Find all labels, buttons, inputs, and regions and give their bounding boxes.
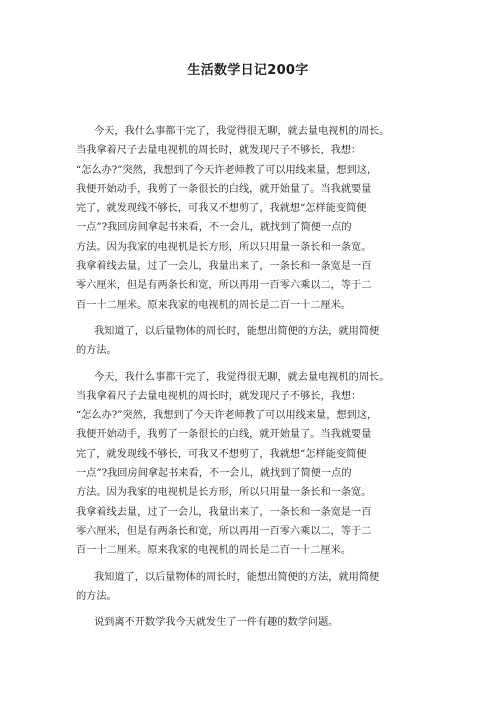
document-title: 生活数学日记200字 <box>187 63 309 78</box>
document-body <box>76 122 440 639</box>
paragraph-line: 说到离不开数学我今天就发生了一件有趣的数学问题。 <box>94 617 339 629</box>
paragraph-line: 一点”?我回房间拿起书来看，不一会儿，就找到了简便一点的 <box>76 468 352 480</box>
paragraph-line: 我拿着线去量，过了一会儿，我量出来了，一条长和一条宽是一百 <box>76 506 372 518</box>
paragraph-line: 零六厘米，但是有两条长和宽，所以再用一百零六乘以二，等于二 <box>76 525 372 537</box>
paragraph-line: 零六厘米，但是有两条长和宽，所以再用一百零六乘以二，等于二 <box>76 280 372 292</box>
paragraph-line: 今天，我什么事都干完了，我觉得很无聊，就去量电视机的周长。 <box>94 371 390 383</box>
paragraph-line: 我便开始动手，我剪了一条很长的白线，就开始量了。当我就要量 <box>76 429 372 441</box>
paragraph-line: 当我拿着尺子去量电视机的周长时，就发现尺子不够长，我想： <box>76 145 362 157</box>
paragraph <box>76 322 440 361</box>
paragraph-line: 方法。因为我家的电视机是长方形，所以只用量一条长和一条宽。 <box>76 487 372 499</box>
paragraph-line: 的方法。 <box>76 590 117 602</box>
paragraph-line: 百一十二厘米。原来我家的电视机的周长是二百一十二厘米。 <box>76 545 352 557</box>
paragraph-line: 方法。因为我家的电视机是长方形，所以只用量一条长和一条宽。 <box>76 241 372 253</box>
paragraph-line: 当我拿着尺子去量电视机的周长时，就发现尺子不够长，我想： <box>76 390 362 402</box>
paragraph-line: 我知道了，以后量物体的周长时，能想出简便的方法，就用简便 <box>94 571 380 583</box>
paragraph-line: “怎么办?”突然，我想到了今天许老师教了可以用线来量，想到这， <box>76 164 378 176</box>
paragraph-line: 今天，我什么事都干完了，我觉得很无聊，就去量电视机的周长。 <box>94 126 390 137</box>
paragraph-line: 完了，就发现线不够长，可我又不想剪了，我就想“怎样能变简便 <box>76 203 367 215</box>
paragraph-line: 我知道了，以后量物体的周长时，能想出简便的方法，就用简便 <box>94 325 380 337</box>
paragraph <box>76 613 440 632</box>
paragraph-line: 我便开始动手，我剪了一条很长的白线，就开始量了。当我就要量 <box>76 183 372 195</box>
paragraph-line: 我拿着线去量，过了一会儿，我量出来了，一条长和一条宽是一百 <box>76 261 372 273</box>
paragraph <box>76 368 440 561</box>
paragraph-line: 完了，就发现线不够长，可我又不想剪了，我就想“怎样能变简便 <box>76 448 367 460</box>
paragraph-line: 的方法。 <box>76 345 117 357</box>
paragraph <box>76 568 440 607</box>
paragraph <box>76 122 440 315</box>
paragraph-line: “怎么办?”突然，我想到了今天许老师教了可以用线来量，想到这， <box>76 410 378 422</box>
paragraph-line: 一点”?我回房间拿起书来看，不一会儿，就找到了简便一点的 <box>76 222 352 234</box>
paragraph-line: 百一十二厘米。原来我家的电视机的周长是二百一十二厘米。 <box>76 299 352 311</box>
